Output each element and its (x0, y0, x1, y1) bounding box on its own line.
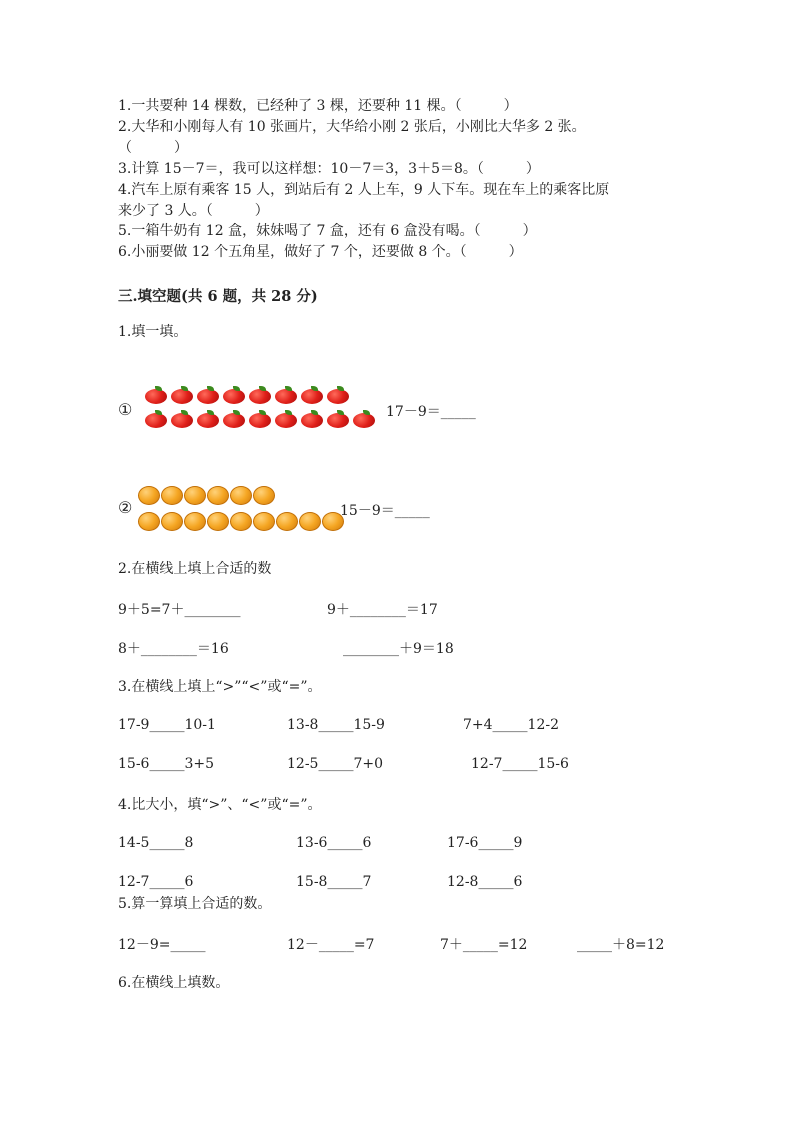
q3-title: 3.在横线上填上“>”“<”或“=”。 (118, 679, 322, 695)
apple-icon (352, 410, 376, 428)
q5-item3: 7＋_____=12 (440, 937, 528, 953)
orange-icon (138, 512, 160, 531)
q2-row2-item2: ________＋9＝18 (343, 641, 454, 657)
q1-part1-expression: 17－9＝_____ (386, 404, 476, 420)
q5-item4: _____＋8=12 (577, 937, 665, 953)
q3-row2-item1: 15-6_____3+5 (118, 756, 214, 772)
apple-icon (222, 386, 246, 404)
judge-item-2: 2.大华和小刚每人有 10 张画片，大华给小刚 2 张后，小刚比大华多 2 张。 (118, 119, 586, 135)
apple-icon (274, 410, 298, 428)
apple-icon (222, 410, 246, 428)
judge-item-1: 1.一共要种 14 棵数，已经种了 3 棵，还要种 11 棵。（ ） (118, 98, 518, 114)
q4-row1-item2: 13-6_____6 (296, 835, 372, 851)
apple-icon (196, 410, 220, 428)
q1-title: 1.填一填。 (118, 324, 188, 340)
apple-icon (144, 386, 168, 404)
orange-icon (184, 486, 206, 505)
q5-title: 5.算一算填上合适的数。 (118, 896, 272, 912)
apple-icon (170, 410, 194, 428)
q1-part1-marker: ① (118, 400, 133, 419)
judge-item-5: 5.一箱牛奶有 12 盒，妹妹喝了 7 盒，还有 6 盒没有喝。（ ） (118, 223, 537, 239)
section-title: 三.填空题(共 6 题，共 28 分) (118, 288, 318, 305)
q3-row1-item2: 13-8_____15-9 (287, 717, 385, 733)
q2-title: 2.在横线上填上合适的数 (118, 561, 272, 577)
apple-row-1 (144, 386, 350, 404)
q3-row2-item3: 12-7_____15-6 (471, 756, 569, 772)
orange-row-2 (138, 512, 344, 531)
orange-icon (230, 486, 252, 505)
orange-icon (207, 512, 229, 531)
judge-item-4: 4.汽车上原有乘客 15 人，到站后有 2 人上车，9 人下车。现在车上的乘客比原 (118, 182, 610, 198)
orange-icon (184, 512, 206, 531)
q4-row2-item1: 12-7_____6 (118, 874, 194, 890)
orange-icon (207, 486, 229, 505)
orange-icon (161, 512, 183, 531)
q2-row1-item2: 9＋________＝17 (327, 602, 438, 618)
orange-icon (253, 486, 275, 505)
apple-icon (300, 386, 324, 404)
apple-icon (144, 410, 168, 428)
q4-row1-item1: 14-5_____8 (118, 835, 194, 851)
q2-row1-item1: 9＋5=7＋________ (118, 602, 241, 618)
apple-icon (196, 386, 220, 404)
orange-icon (138, 486, 160, 505)
apple-icon (326, 386, 350, 404)
apple-icon (248, 410, 272, 428)
q6-title: 6.在横线上填数。 (118, 975, 230, 991)
apple-row-2 (144, 410, 376, 428)
q4-row1-item3: 17-6_____9 (447, 835, 523, 851)
judge-item-2-bracket: （ ） (118, 140, 188, 156)
q2-row2-item1: 8＋________＝16 (118, 641, 229, 657)
q1-part2-expression: 15－9＝_____ (340, 503, 430, 519)
q4-title: 4.比大小，填“>”、“<”或“=”。 (118, 797, 322, 813)
q4-row2-item2: 15-8_____7 (296, 874, 372, 890)
q3-row1-item3: 7+4_____12-2 (463, 717, 559, 733)
q1-part2-marker: ② (118, 498, 133, 517)
apple-icon (326, 410, 350, 428)
judge-item-4-cont: 来少了 3 人。（ ） (118, 203, 269, 219)
judge-item-6: 6.小丽要做 12 个五角星，做好了 7 个，还要做 8 个。（ ） (118, 244, 523, 260)
orange-icon (276, 512, 298, 531)
apple-icon (300, 410, 324, 428)
orange-icon (253, 512, 275, 531)
q4-row2-item3: 12-8_____6 (447, 874, 523, 890)
q5-item2: 12－_____=7 (287, 937, 375, 953)
q5-item1: 12－9=_____ (118, 937, 206, 953)
apple-icon (170, 386, 194, 404)
orange-icon (230, 512, 252, 531)
apple-icon (248, 386, 272, 404)
orange-icon (299, 512, 321, 531)
apple-icon (274, 386, 298, 404)
orange-row-1 (138, 486, 275, 505)
judge-item-3: 3.计算 15－7＝，我可以这样想：10－7＝3，3＋5＝8。（ ） (118, 161, 540, 177)
q3-row2-item2: 12-5_____7+0 (287, 756, 383, 772)
orange-icon (161, 486, 183, 505)
q3-row1-item1: 17-9_____10-1 (118, 717, 216, 733)
